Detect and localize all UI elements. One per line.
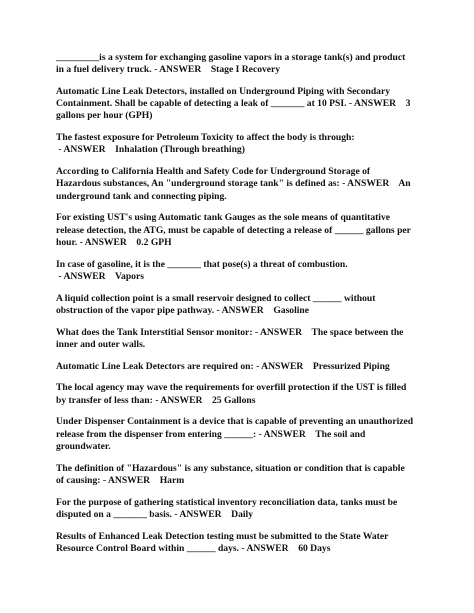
- answer-separator: - ANSWER: [253, 360, 313, 372]
- answer-text: Gasoline: [273, 304, 310, 316]
- answer-text: 3 gallons per hour (GPH): [56, 98, 411, 122]
- qa-item: [56, 361, 414, 373]
- answer-separator: - ANSWER: [256, 428, 316, 440]
- answer-separator: - ANSWER: [171, 508, 232, 520]
- question-text: Automatic Line Leak Detectors are required on:: [56, 360, 254, 372]
- answer-separator: - ANSWER: [346, 98, 406, 110]
- question-text: Results of Enhanced Leak Detection testing must be submitted to the State Water Resource Control Board within ______ days.: [56, 530, 389, 554]
- answer-separator: - ANSWER: [339, 178, 399, 190]
- answer-separator: - ANSWER: [214, 304, 274, 316]
- answer-separator: - ANSWER: [77, 236, 137, 248]
- question-text: In case of gasoline, it is the _______ that pose(s) a threat of combustion.: [56, 258, 348, 270]
- question-text: Automatic Line Leak Detectors, installed on Underground Piping with Secondary Containment. Shall be capable of detecting a leak of _______ at 10 PSI.: [56, 86, 391, 110]
- qa-item: [56, 531, 414, 555]
- answer-text: Inhalation (Through breathing): [115, 144, 245, 156]
- answer-text: The space between the inner and outer walls.: [56, 326, 404, 350]
- answer-text: Stage I Recovery: [210, 64, 281, 76]
- question-text: The definition of "Hazardous" is any substance, situation or condition that is capable of causing:: [56, 462, 405, 486]
- answer-separator: - ANSWER: [151, 64, 211, 76]
- qa-item: [56, 382, 414, 406]
- answer-text: 0.2 GPH: [136, 236, 172, 248]
- answer-text: 60 Days: [298, 542, 331, 554]
- question-text: A liquid collection point is a small reservoir designed to collect ______ without obstruction of the vapor pipe pathway.: [56, 292, 376, 316]
- answer-text: Daily: [231, 508, 253, 520]
- answer-text: Harm: [159, 474, 185, 486]
- answer-separator: - ANSWER: [252, 326, 312, 338]
- answer-separator: - ANSWER: [100, 474, 160, 486]
- qa-item: [56, 259, 414, 283]
- question-text: According to California Health and Safety Code for Underground Storage of Hazardous substances, An "underground storage tank" is defined as:: [56, 166, 371, 190]
- answer-text: Vapors: [115, 270, 144, 282]
- qa-item: [56, 416, 414, 453]
- qa-item: [56, 293, 414, 317]
- question-text: The fastest exposure for Petroleum Toxicity to affect the body is through:: [56, 132, 355, 144]
- question-text: _________is a system for exchanging gasoline vapors in a storage tank(s) and product in a fuel delivery truck.: [56, 52, 406, 76]
- question-text: For existing UST's using Automatic tank Gauges as the sole means of quantitative release detection, the ATG, must be capable of detecting a release of ______ gallons per hour.: [56, 212, 411, 248]
- answer-separator: - ANSWER: [239, 542, 299, 554]
- question-text: The local agency may wave the requirements for overfill protection if the UST is filled by transfer of less than:: [56, 382, 407, 406]
- qa-item: [56, 132, 414, 156]
- question-text: Under Dispenser Containment is a device that is capable of preventing an unauthorized release from the dispenser from entering ______:: [56, 416, 414, 440]
- qa-item: [56, 86, 414, 123]
- qa-item: [56, 327, 414, 351]
- qa-item: [56, 463, 414, 487]
- qa-item: [56, 497, 414, 521]
- question-text: What does the Tank Interstitial Sensor monitor:: [56, 326, 253, 338]
- question-text: For the purpose of gathering statistical inventory reconciliation data, tanks must be disputed on a _______ basis.: [56, 496, 398, 520]
- answer-text: Pressurized Piping: [312, 360, 390, 372]
- answer-separator: - ANSWER: [56, 270, 115, 282]
- answer-text: An underground tank and connecting piping.: [56, 178, 411, 202]
- answer-text: 25 Gallons: [212, 394, 256, 406]
- qa-item: [56, 166, 414, 203]
- qa-item: [56, 52, 414, 76]
- answer-separator: - ANSWER: [56, 144, 116, 156]
- answer-text: The soil and groundwater.: [56, 428, 366, 452]
- qa-item: [56, 212, 414, 249]
- answer-separator: - ANSWER: [152, 394, 212, 406]
